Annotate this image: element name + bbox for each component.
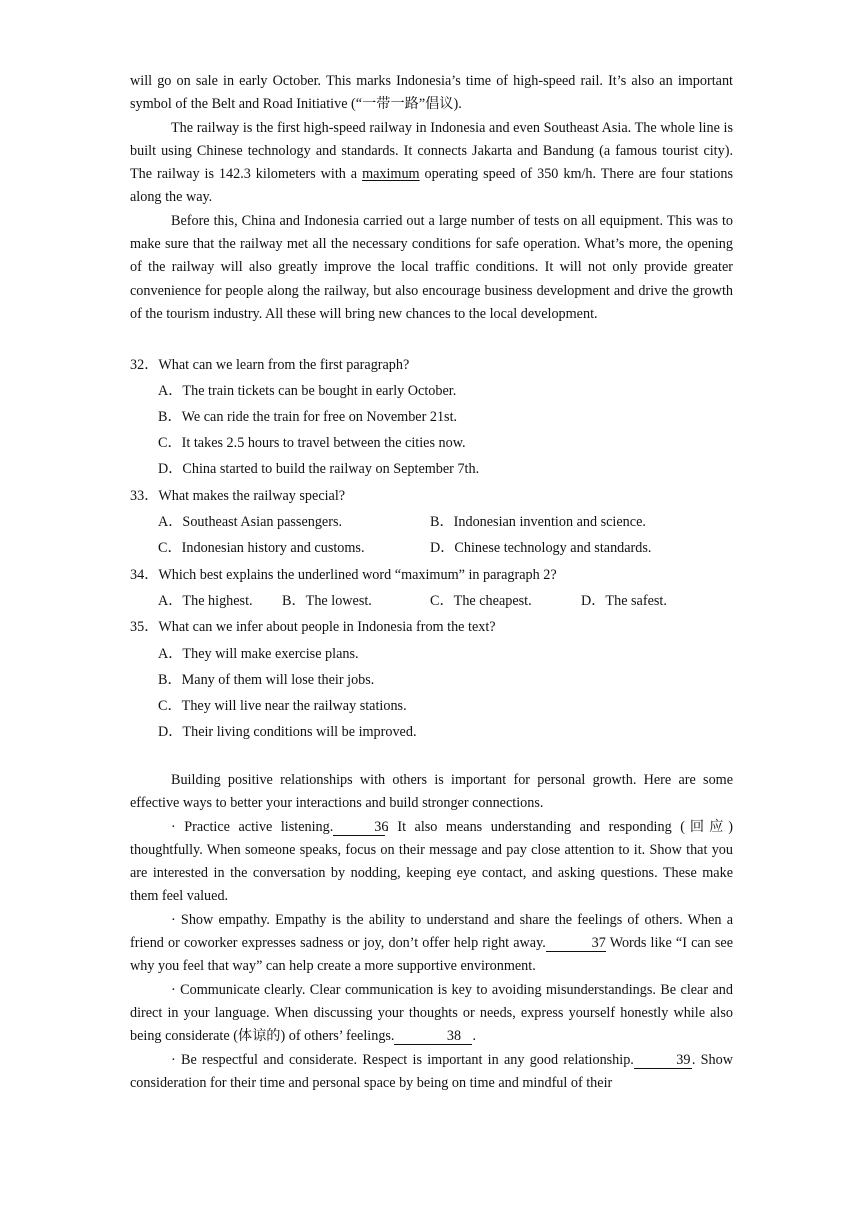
- question-32-option-d: D．China started to build the railway on September 7th.: [158, 461, 480, 477]
- question-32-option-a: A．The train tickets can be bought in early October.: [158, 383, 457, 399]
- question-34-option-b: B．The lowest.: [282, 593, 372, 609]
- question-33-option-b: B．Indonesian invention and science.: [430, 514, 646, 530]
- question-33-stem: 33．What makes the railway special?: [130, 488, 346, 504]
- blank-36: 36: [333, 819, 385, 836]
- blank-37: 37: [546, 935, 606, 952]
- question-33-option-d: D．Chinese technology and standards.: [430, 540, 652, 556]
- question-35-option-a: A．They will make exercise plans.: [158, 646, 359, 662]
- question-35-option-d: D．Their living conditions will be improved.: [158, 724, 417, 740]
- question-35-stem: 35．What can we infer about people in Indonesia from the text?: [130, 619, 496, 635]
- passage-2: [130, 769, 733, 1095]
- passage-1: [130, 70, 733, 326]
- question-35-option-c: C．They will live near the railway stations.: [158, 698, 407, 714]
- passage-2-tip-empathy: · Show empathy. Empathy is the ability to understand and share the feelings of others. When a friend or coworker expresses sadness or joy, don’t offer help right away. 37 Words like “I can see why you feel that way” can help create a more supportive environment.: [130, 911, 734, 975]
- passage-1-paragraph-3: Before this, China and Indonesia carried out a large number of tests on all equipment. This was to make sure that the railway met all the necessary conditions for safe operation. What’s more, the opening of the railway will also greatly improve the local traffic conditions. It will not only provide greater convenience for people along the railway, but also encourage business development and drive the growth of the tourism industry. All these will bring new chances to the local development.: [130, 212, 733, 322]
- passage-2-intro: Building positive relationships with others is important for personal growth. Here are some effective ways to better your interactions and build stronger connections.: [130, 772, 733, 812]
- passage-2-tip-communicate: · Communicate clearly. Clear communication is key to avoiding misunderstandings. Be clear and direct in your language. When discussing your thoughts or needs, express yourself honestly while also being considerate (体谅的) of others’ feelings. 38 .: [130, 981, 733, 1045]
- passage-1-paragraph-1: will go on sale in early October. This marks Indonesia’s time of high-speed rail. It’s also an important symbol of the Belt and Road Initiative (“一带一路”倡议).: [130, 73, 733, 113]
- underlined-word-maximum: maximum: [362, 166, 420, 183]
- question-35-option-b: B．Many of them will lose their jobs.: [158, 672, 375, 688]
- passage-2-tip-respect: · Be respectful and considerate. Respect is important in any good relationship. 39. Show consideration for their time and personal space by being on time and mindful of their: [130, 1051, 733, 1091]
- question-34-option-a: A．The highest.: [158, 593, 253, 609]
- question-32-stem: 32．What can we learn from the first paragraph?: [130, 357, 410, 373]
- passage-1-paragraph-2: The railway is the first high-speed railway in Indonesia and even Southeast Asia. The whole line is built using Chinese technology and standards. It connects Jakarta and Bandung (a famous tourist city). The railway is 142.3 kilometers with a maximum operating speed of 350 km/h. There are four stations along the way.: [130, 119, 733, 206]
- question-34-option-c: C．The cheapest.: [430, 593, 532, 609]
- question-32-option-c: C．It takes 2.5 hours to travel between the cities now.: [158, 435, 466, 451]
- blank-39: 39: [634, 1052, 692, 1069]
- passage-2-tip-listening: · Practice active listening. 36. It also means understanding and responding (回应) thoughtfully. When someone speaks, focus on their message and pay close attention to it. Show that you are interested in the conversation by nodding, keeping eye contact, and asking questions. These make them feel valued.: [130, 818, 733, 905]
- question-34-stem: 34．Which best explains the underlined word “maximum” in paragraph 2?: [130, 567, 557, 583]
- question-33-option-a: A．Southeast Asian passengers.: [158, 514, 343, 530]
- question-32-option-b: B．We can ride the train for free on November 21st.: [158, 409, 458, 425]
- question-34-option-d: D．The safest.: [581, 593, 667, 609]
- question-33-option-c: C．Indonesian history and customs.: [158, 540, 365, 556]
- blank-38: 38: [394, 1028, 472, 1045]
